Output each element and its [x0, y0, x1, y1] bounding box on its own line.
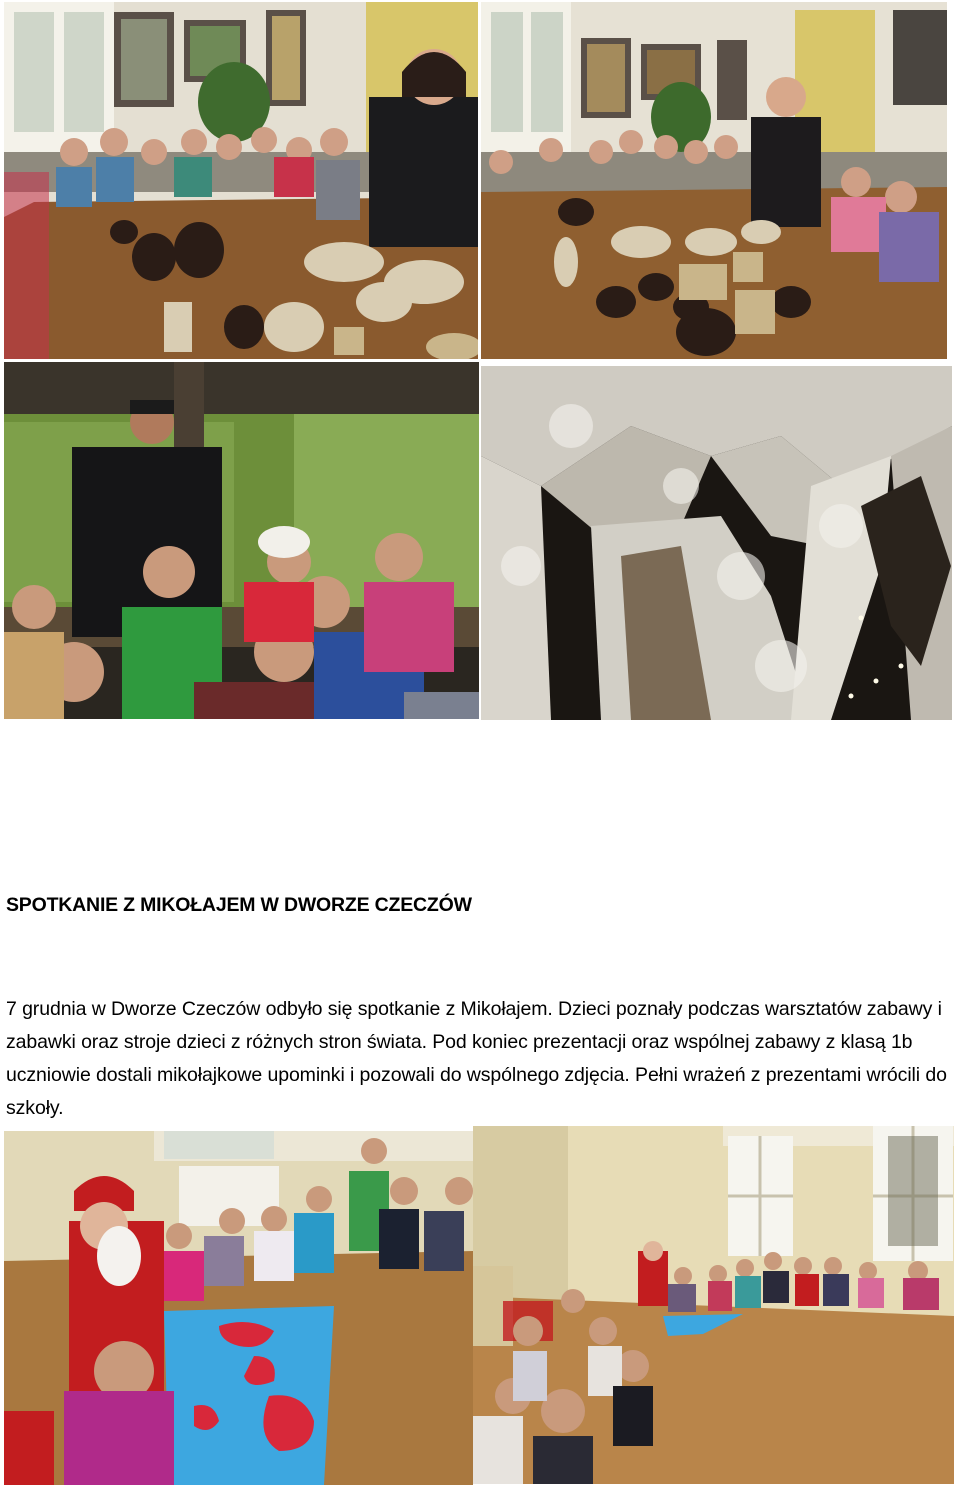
photo-pottery-workshop-2-image	[481, 2, 947, 359]
photo-museum-exhibit	[4, 362, 479, 719]
photo-pottery-workshop-1-image	[4, 2, 478, 359]
photo-pottery-workshop-1	[4, 2, 478, 359]
photo-santa-hall-circle	[473, 1126, 954, 1484]
photo-salt-cave	[481, 366, 952, 720]
article-heading: SPOTKANIE Z MIKOŁAJEM W DWORZE CZECZÓW	[6, 894, 472, 916]
article-body: 7 grudnia w Dworze Czeczów odbyło się spotkanie z Mikołajem. Dzieci poznały podczas warsztatów zabawy i zabawki oraz stroje dzieci z różnych stron świata. Pod koniec prezentacji oraz wspólnej zabawy z klasą 1b uczniowie dostali mikołajkowe upominki i pozowali do wspólnego zdjęcia. Pełni wrażeń z prezentami wrócili do szkoły.	[6, 998, 947, 1119]
photo-museum-exhibit-image	[4, 362, 479, 719]
photo-santa-with-children-image	[4, 1131, 473, 1485]
photo-salt-cave-image	[481, 366, 952, 720]
photo-pottery-workshop-2	[481, 2, 947, 359]
photo-santa-hall-circle-image	[473, 1126, 954, 1484]
photo-santa-with-children	[4, 1131, 473, 1485]
